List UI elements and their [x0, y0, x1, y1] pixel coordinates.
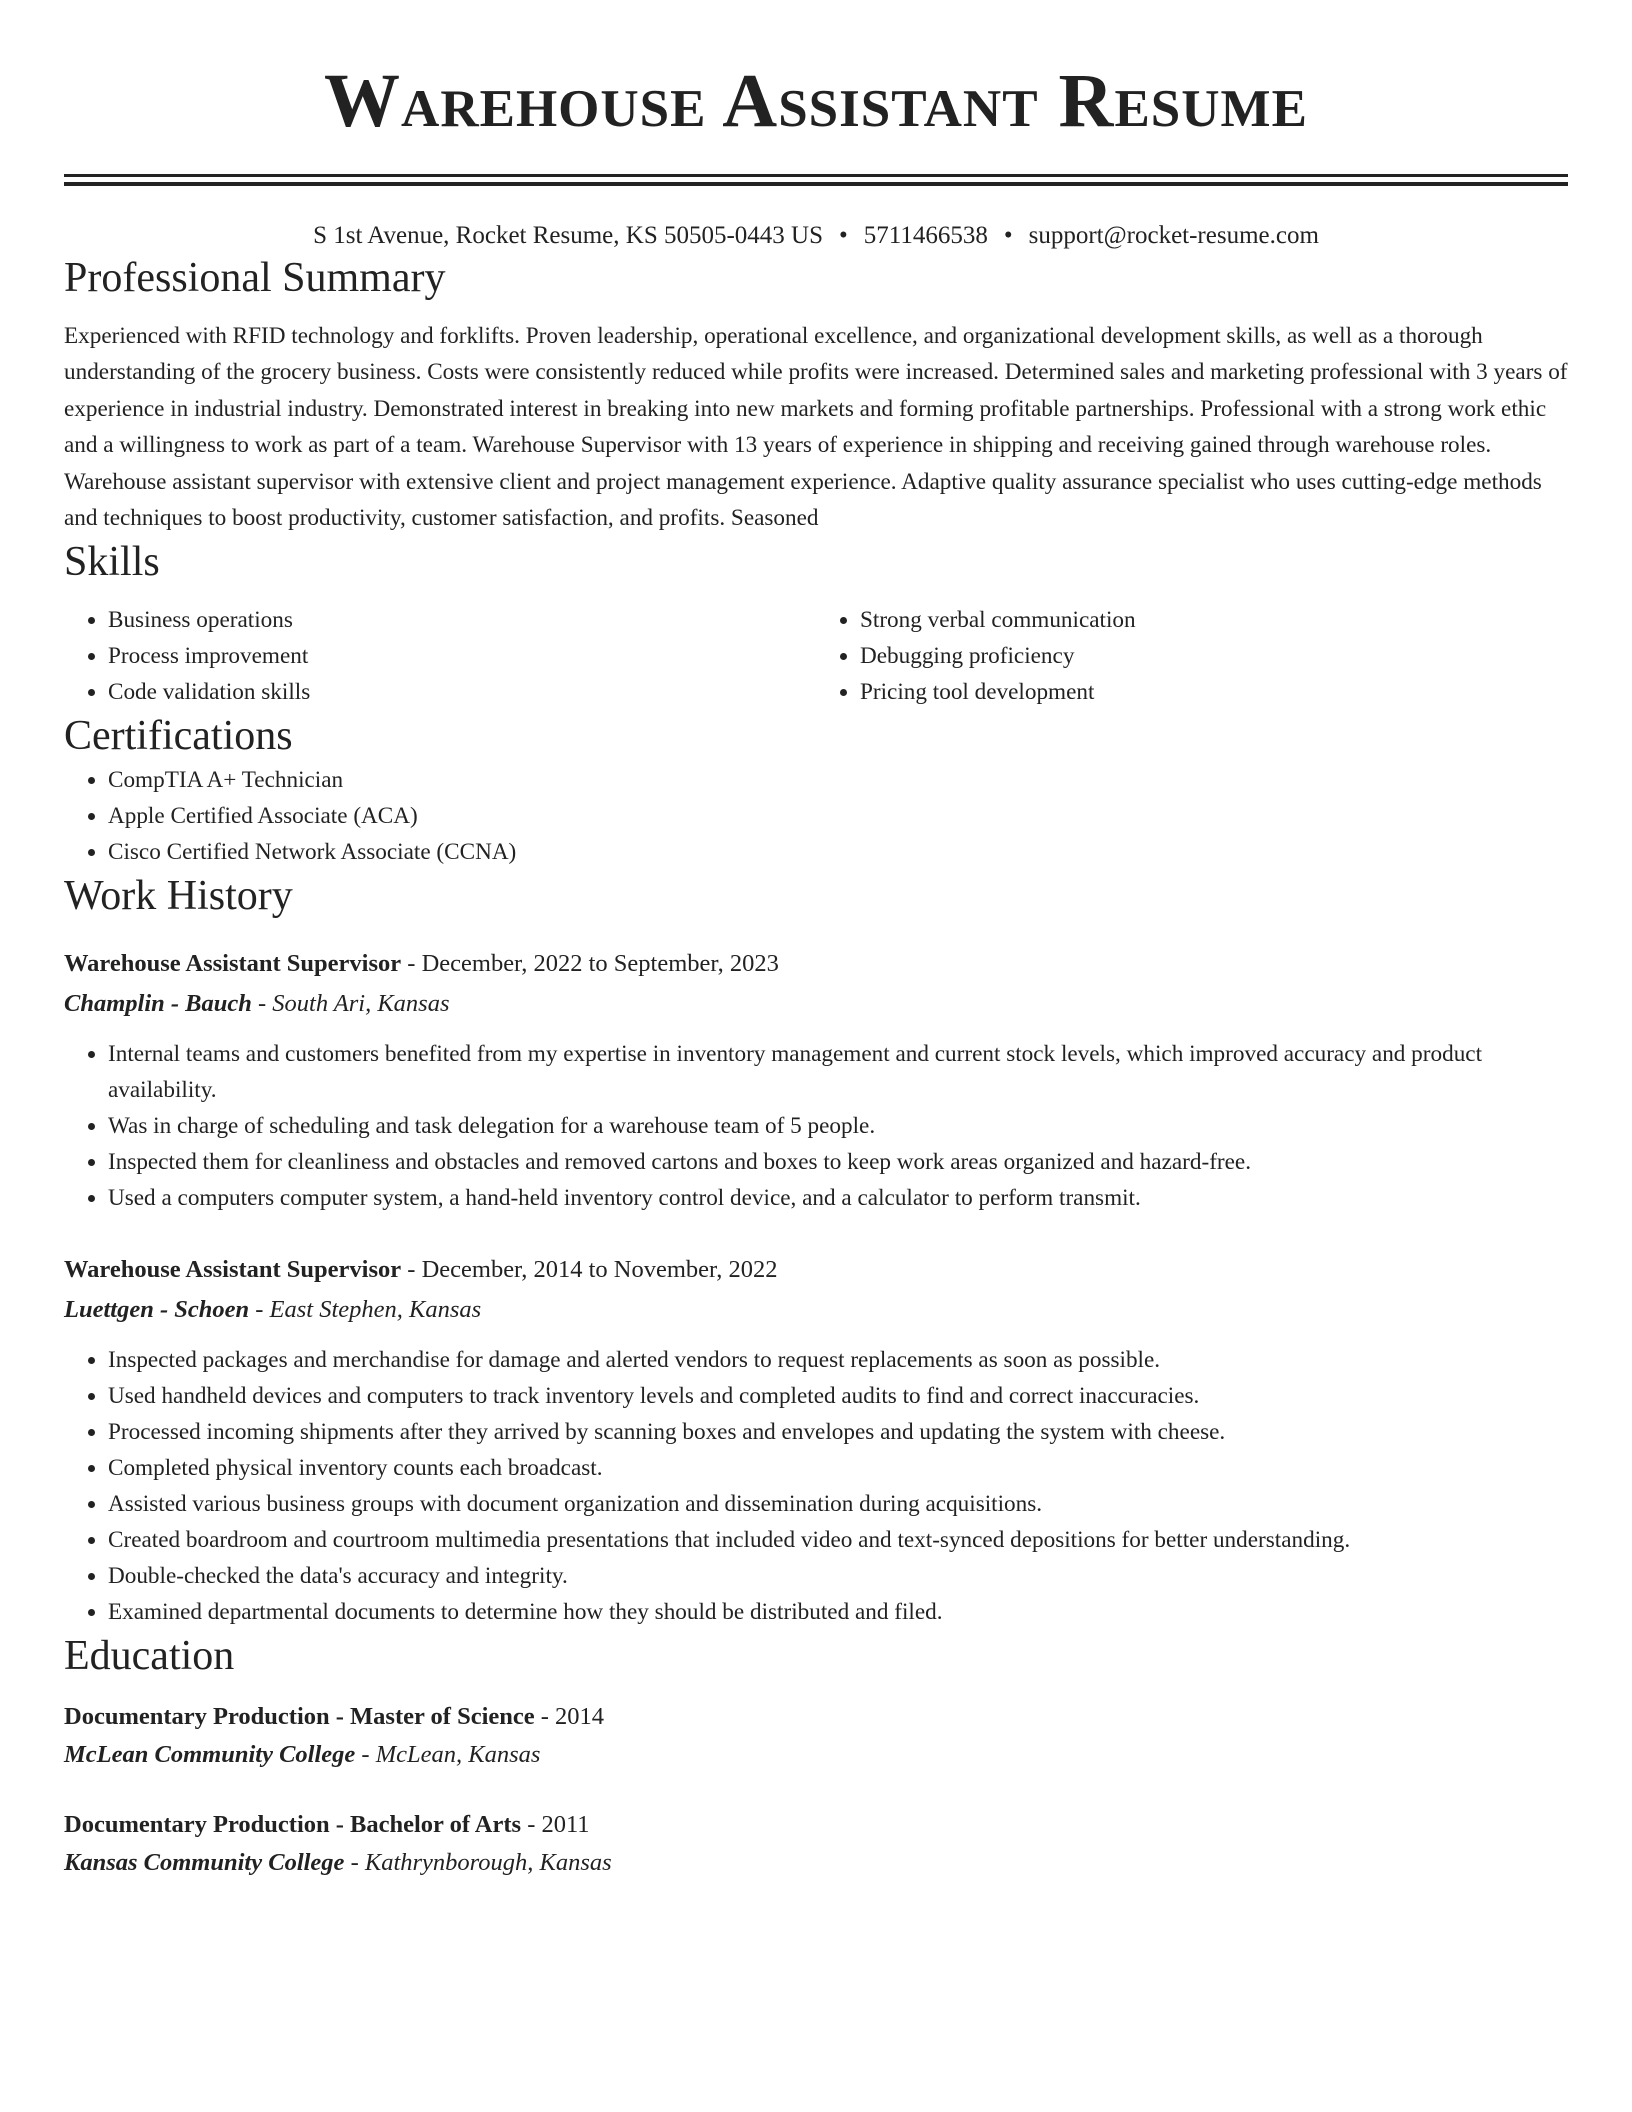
certifications-list: [64, 762, 1568, 870]
job-bullet: • Completed physical inventory counts each broadcast.: [108, 1450, 1568, 1486]
education-school-line: [64, 1844, 1568, 1882]
education-school-line: [64, 1736, 1568, 1774]
job-bullet: • Double-checked the data's accuracy and integrity.: [108, 1558, 1568, 1594]
education-school: McLean Community College: [64, 1741, 356, 1769]
job-bullet: • Internal teams and customers benefited from my expertise in inventory management and current stock levels, which improved accuracy and product availability.: [108, 1036, 1568, 1108]
job-bullet: • Assisted various business groups with document organization and dissemination during acquisitions.: [108, 1486, 1568, 1522]
job-title: Warehouse Assistant Supervisor: [64, 950, 402, 978]
certification-item: • CompTIA A+ Technician: [108, 762, 1568, 798]
certification-item: • Apple Certified Associate (ACA): [108, 798, 1568, 834]
certifications-heading: Certifications: [64, 713, 293, 760]
job-bullet: • Used handheld devices and computers to track inventory levels and completed audits to find and correct inaccuracies.: [108, 1378, 1568, 1414]
skill-item: • Strong verbal communication: [860, 602, 1568, 638]
skill-item: • Pricing tool development: [860, 674, 1568, 710]
summary-heading: Professional Summary: [64, 255, 446, 301]
job-bullet: • Examined departmental documents to determine how they should be distributed and filed.: [108, 1594, 1568, 1630]
education-heading: Education: [64, 1633, 235, 1680]
skills-list-left: [64, 602, 816, 710]
job-company: Champlin - Bauch: [64, 990, 252, 1018]
resume-title: Warehouse Assistant Resume: [324, 59, 1308, 143]
education-year: - 2014: [534, 1703, 605, 1731]
certification-item: • Cisco Certified Network Associate (CCNA): [108, 834, 1568, 870]
job-title: Warehouse Assistant Supervisor: [64, 1256, 402, 1284]
education-location: - McLean, Kansas: [355, 1741, 541, 1769]
education-degree: Documentary Production - Bachelor of Arts: [64, 1811, 522, 1839]
job-entry: [64, 1250, 1568, 1630]
education-degree-line: [64, 1698, 1568, 1736]
skills-columns: [64, 602, 1568, 710]
job-location: - South Ari, Kansas: [251, 990, 450, 1018]
summary-text: Experienced with RFID technology and forklifts. Proven leadership, operational excellence, and organizational development skills, as well as a thorough understanding of the grocery business. Costs were consistently reduced while profits were increased. Determined sales and marketing professional with 3 years of experience in industrial industry. Demonstrated interest in breaking into new markets and forming profitable partnerships. Professional with a strong work ethic and a willingness to work as part of a team. Warehouse Supervisor with 13 years of experience in shipping and receiving gained through warehouse roles. Warehouse assistant supervisor with extensive client and project management experience. Adaptive quality assurance specialist who uses cutting-edge methods and techniques to boost productivity, customer satisfaction, and profits. Seasoned: [64, 323, 1568, 532]
title-divider: [64, 174, 1568, 186]
job-title-line: [64, 944, 1568, 984]
contact-separator: •: [1003, 222, 1013, 249]
contact-phone: 5711466538: [863, 222, 988, 249]
job-bullets: [64, 1342, 1568, 1630]
job-entry: [64, 944, 1568, 1216]
job-title-line: [64, 1250, 1568, 1290]
education-degree-line: [64, 1806, 1568, 1844]
skills-list-right: [816, 602, 1568, 710]
education-location: - Kathrynborough, Kansas: [344, 1849, 612, 1877]
contact-separator: •: [839, 222, 848, 249]
work-history-heading: Work History: [64, 873, 293, 920]
contact-email: support@rocket-resume.com: [1028, 222, 1319, 249]
job-company-line: [64, 1290, 1568, 1330]
job-bullet: • Used a computers computer system, a hand-held inventory control device, and a calculator to perform transmit.: [108, 1180, 1568, 1216]
skill-item: • Process improvement: [108, 638, 816, 674]
job-location: - East Stephen, Kansas: [249, 1296, 482, 1324]
skills-heading: Skills: [64, 539, 160, 586]
job-dates: - December, 2014 to November, 2022: [401, 1256, 778, 1284]
contact-address: S 1st Avenue, Rocket Resume, KS 50505-0443 US: [313, 222, 824, 249]
education-year: - 2011: [521, 1811, 590, 1839]
education-degree: Documentary Production - Master of Science: [64, 1703, 535, 1731]
job-bullet: • Inspected them for cleanliness and obstacles and removed cartons and boxes to keep work areas organized and hazard-free.: [108, 1144, 1568, 1180]
job-bullet: • Processed incoming shipments after they arrived by scanning boxes and envelopes and updating the system with cheese.: [108, 1414, 1568, 1450]
job-bullet: • Was in charge of scheduling and task delegation for a warehouse team of 5 people.: [108, 1108, 1568, 1144]
skill-item: • Code validation skills: [108, 674, 816, 710]
job-bullet: • Inspected packages and merchandise for damage and alerted vendors to request replacements as soon as possible.: [108, 1342, 1568, 1378]
skill-item: • Business operations: [108, 602, 816, 638]
job-dates: - December, 2022 to September, 2023: [401, 950, 779, 978]
education-entry: [64, 1806, 1568, 1882]
education-school: Kansas Community College: [64, 1849, 345, 1877]
job-company: Luettgen - Schoen: [64, 1296, 250, 1324]
job-bullets: [64, 1036, 1568, 1216]
education-entry: [64, 1698, 1568, 1774]
contact-line: [64, 220, 1568, 252]
job-company-line: [64, 984, 1568, 1024]
skill-item: • Debugging proficiency: [860, 638, 1568, 674]
job-bullet: • Created boardroom and courtroom multimedia presentations that included video and text-synced depositions for better understanding.: [108, 1522, 1568, 1558]
